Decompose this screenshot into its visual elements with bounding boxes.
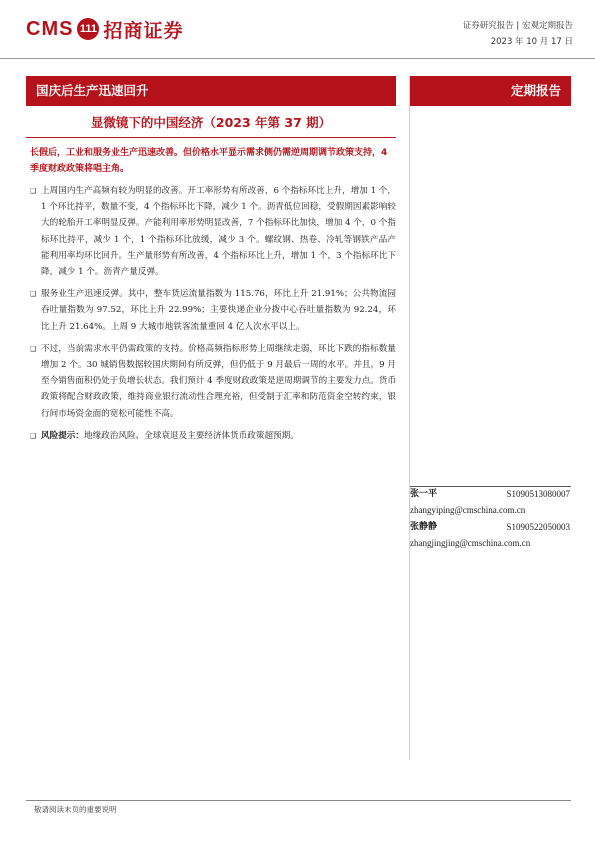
header-meta bbox=[463, 18, 573, 50]
footer-divider bbox=[26, 800, 571, 801]
report-date: 2023 年 10 月 17 日 bbox=[490, 37, 573, 47]
report-kind-banner: 定期报告 bbox=[409, 76, 571, 106]
square-bullet-icon: ❑ bbox=[30, 187, 37, 195]
logo-latin: CMS bbox=[26, 17, 74, 40]
square-bullet-icon: ❑ bbox=[30, 290, 37, 299]
risk-item bbox=[30, 428, 396, 444]
list-item bbox=[30, 286, 396, 335]
title-divider bbox=[26, 137, 396, 138]
author-id: S1090513080007 bbox=[506, 489, 570, 499]
author-id: S1090522050003 bbox=[506, 522, 570, 532]
footer-note: 敬请阅读末页的重要说明 bbox=[34, 805, 117, 814]
bullet-text: 不过，当前需求水平仍需政策的支持。价格高频指标形势上周继续走弱，环比下跌的指标数量增加 2 个。30 城销售数据较国庆期间有所反弹，但仍低于 9 月最后一周的水平。并且，9 月至今销售面积仍处于负增长状态。我们预计 4 季度财政政策是逆周期调节的主要发力点。货币政策将配合财政政策，维持商业银行流动性合理充裕，但受制于汇率和防范资金空转约束，银行间市场资金面的宽松可能性不高。 bbox=[41, 343, 396, 419]
summary: 长假后，工业和服务业生产迅速改善。但价格水平显示需求侧仍需逆周期调节政策支持，4 季度财政政策将唱主角。 bbox=[30, 148, 388, 174]
list-item bbox=[30, 341, 396, 422]
author-name: 张静静 bbox=[410, 522, 438, 532]
risk-text: 地缘政治风险、全球衰退及主要经济体货币政策超预期。 bbox=[83, 430, 299, 441]
list-item bbox=[30, 183, 396, 280]
bullet-text: 上周国内生产高频有较为明显的改善。开工率形势有所改善，6 个指标环比上升，增加 1 个，1 个环比持平，数量不变，4 个指标环比下降，减少 1 个。沥青低位回稳，受假期因素影响较大的轮胎开工率明显反弹。产能利用率形势明显改善，7 个指标环比加快，增加 4 个，0 个指标环比持平，减少 1 个，1 个指标环比放缓，减少 3 个。螺纹钢、热卷、冷轧等钢铁产品产能利用率均环比回升。生产量形势有所改善，4 个指标环比上升，增加 1 个，3 个指标环比下降，减少 1 个。沥青产量反弹。 bbox=[41, 186, 396, 278]
author-email[interactable]: zhangjingjing@cmschina.com.cn bbox=[410, 538, 531, 548]
risk-label: 风险提示： bbox=[41, 430, 84, 441]
header-divider bbox=[0, 58, 595, 59]
author-card bbox=[410, 519, 570, 551]
logo-chinese: 招商证券 bbox=[103, 19, 184, 42]
author-email[interactable]: zhangyiping@cmschina.com.cn bbox=[410, 505, 526, 515]
bullet-list bbox=[30, 183, 396, 450]
column-divider bbox=[409, 76, 410, 760]
square-bullet-icon: ❑ bbox=[30, 344, 37, 353]
logo bbox=[26, 12, 183, 46]
author-name: 张一平 bbox=[410, 489, 438, 499]
square-bullet-icon: ❑ bbox=[30, 431, 37, 440]
logo-badge-icon: 111 bbox=[77, 18, 99, 40]
author-card bbox=[410, 486, 570, 518]
section-banner: 国庆后生产迅速回升 bbox=[26, 76, 396, 106]
page-title: 显微镜下的中国经济（2023 年第 37 期） bbox=[90, 115, 332, 130]
bullet-text: 服务业生产迅速反弹。其中，整车货运流量指数为 115.76，环比上升 21.91%；公共物流园吞吐量指数为 97.52，环比上升 22.99%；主要快递企业分拨中心吞吐量指数为 92.24，环比上升 21.64%。上周 9 大城市地铁客流量重回 4 亿人次水平以上。 bbox=[41, 289, 396, 332]
report-type: 证券研究报告 | 宏观定期报告 bbox=[462, 21, 573, 31]
